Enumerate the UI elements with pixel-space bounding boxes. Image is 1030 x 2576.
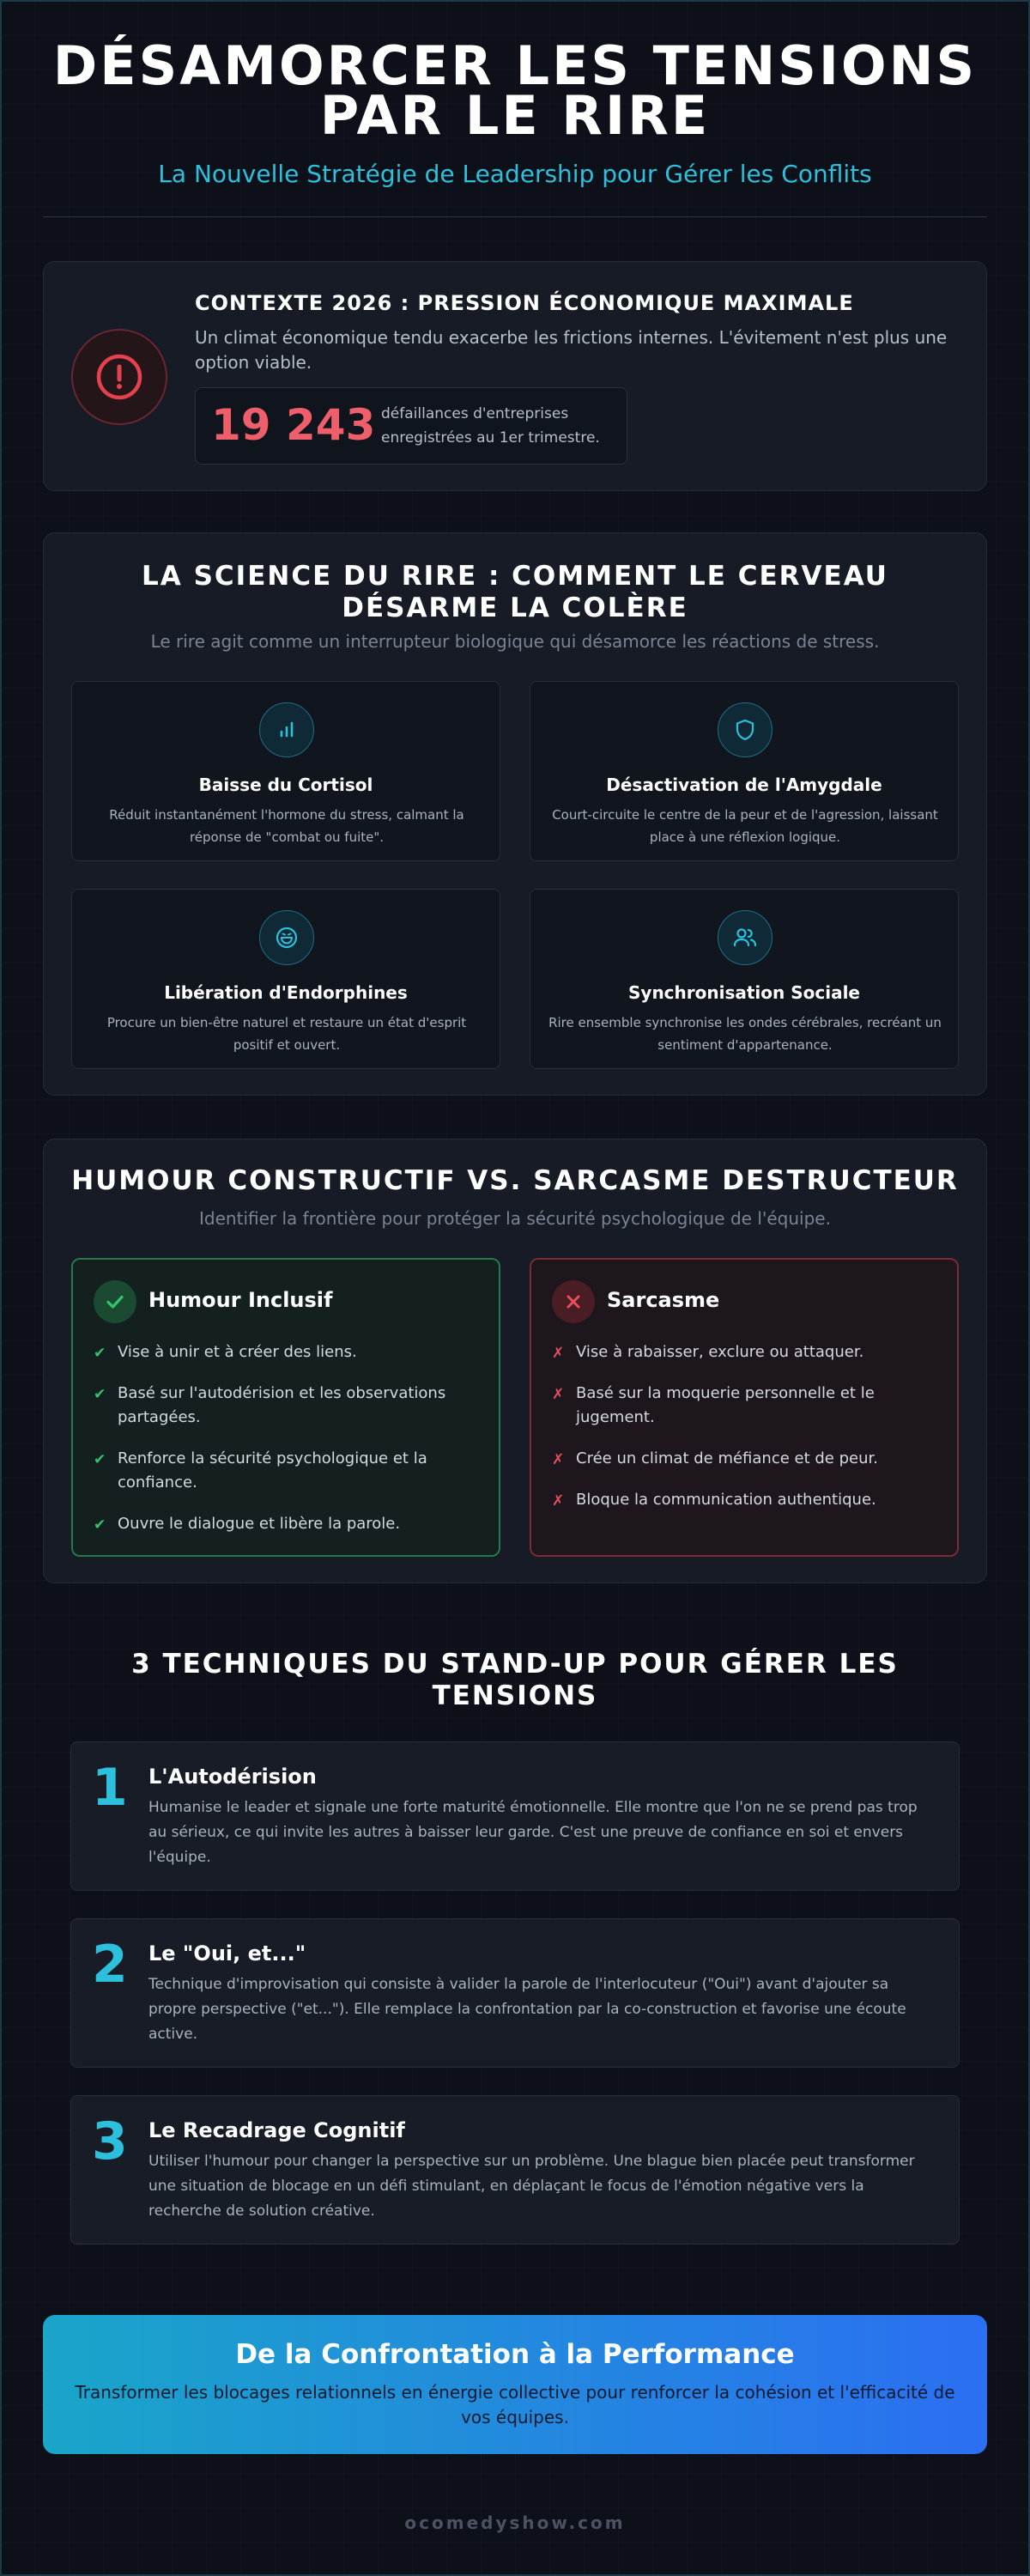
science-item-text: Procure un bien-être naturel et restaure un état d'esprit positif et ouvert.	[106, 1015, 467, 1053]
technique-title: Le "Oui, et..."	[148, 1941, 306, 1965]
cta-text: Transformer les blocages relationnels en énergie collective pour renforcer la cohésion et l'efficacité de vos équipes.	[75, 2382, 955, 2427]
science-item-endorphines	[71, 889, 500, 1069]
technique-text: Utiliser l'humour pour changer la perspective sur un problème. Une blague bien placée peut transformer une situation de blocage en un défi stimulant, en déplaçant le focus de l'émotion négative vers la recherche de solution créative.	[148, 2153, 915, 2220]
sarcasme-list	[552, 1340, 943, 1529]
stat-label: défaillances d'entreprises enregistrées au 1er trimestre.	[381, 405, 600, 447]
list-item: ✗ Basé sur la moquerie personnelle et le jugement.	[552, 1384, 875, 1426]
bar-chart-icon	[259, 702, 314, 757]
list-item: ✗ Bloque la communication authentique.	[552, 1488, 943, 1512]
comparison-title: HUMOUR CONSTRUCTIF VS. SARCASME DESTRUCTEUR	[71, 1165, 959, 1196]
comparison-card	[43, 1139, 987, 1583]
science-item-text: Réduit instantanément l'hormone du stress, calmant la réponse de "combat ou fuite".	[109, 807, 464, 845]
science-item-synchronisation	[530, 889, 959, 1069]
sarcasme-panel	[530, 1258, 959, 1557]
technique-number: 2	[92, 1935, 128, 1995]
list-item: ✗ Crée un climat de méfiance et de peur.	[552, 1447, 943, 1471]
alert-circle-icon	[71, 329, 167, 425]
science-title: LA SCIENCE DU RIRE : COMMENT LE CERVEAU DÉSARME LA COLÈRE	[142, 561, 888, 623]
context-title: CONTEXTE 2026 : PRESSION ÉCONOMIQUE MAXIMALE	[195, 291, 854, 315]
page-title-line-1: DÉSAMORCER LES TENSIONS	[52, 34, 978, 97]
technique-card-2	[70, 1918, 960, 2068]
close-icon	[552, 1280, 595, 1323]
technique-card-3	[70, 2095, 960, 2245]
humour-inclusif-list	[94, 1340, 485, 1553]
science-card	[43, 532, 987, 1096]
technique-title: Le Recadrage Cognitif	[148, 2118, 405, 2142]
list-item: ✔ Basé sur l'autodérision et les observations partagées.	[94, 1384, 446, 1426]
science-item-title: Désactivation de l'Amygdale	[606, 775, 882, 795]
check-mark-icon: ✔	[94, 1516, 106, 1534]
list-item: ✗ Vise à rabaisser, exclure ou attaquer.	[552, 1340, 943, 1364]
techniques-title: 3 TECHNIQUES DU STAND-UP POUR GÉRER LES TENSIONS	[131, 1649, 899, 1711]
header-divider	[43, 216, 987, 217]
cross-mark-icon: ✗	[552, 1492, 565, 1510]
users-icon	[718, 910, 772, 965]
science-item-amygdale	[530, 681, 959, 861]
cta-banner	[43, 2315, 987, 2454]
science-item-title: Baisse du Cortisol	[198, 775, 373, 795]
science-item-cortisol	[71, 681, 500, 861]
cta-title: De la Confrontation à la Performance	[235, 2339, 795, 2370]
humour-inclusif-title: Humour Inclusif	[148, 1288, 333, 1312]
cross-mark-icon: ✗	[552, 1451, 565, 1468]
list-item: ✔ Vise à unir et à créer des liens.	[94, 1340, 485, 1364]
technique-number: 1	[92, 1758, 128, 1818]
sarcasme-title: Sarcasme	[607, 1288, 720, 1312]
science-item-title: Synchronisation Sociale	[628, 982, 860, 1003]
cross-mark-icon: ✗	[552, 1386, 565, 1403]
footer-site-link[interactable]: ocomedyshow.com	[404, 2512, 626, 2533]
context-text: Un climat économique tendu exacerbe les frictions internes. L'évitement n'est plus une option viable.	[195, 327, 948, 373]
technique-text: Technique d'improvisation qui consiste à valider la parole de l'interlocuteur ("Oui") avant d'ajouter sa propre perspective ("et..."). Elle remplace la confrontation par la co-construction et favorise une écoute active.	[148, 1976, 906, 2043]
science-subtitle: Le rire agit comme un interrupteur biologique qui désamorce les réactions de stress.	[150, 631, 880, 652]
check-icon	[94, 1280, 136, 1323]
comparison-subtitle: Identifier la frontière pour protéger la sécurité psychologique de l'équipe.	[199, 1208, 831, 1229]
context-card	[43, 261, 987, 491]
page-title	[0, 34, 1030, 147]
page-subtitle: La Nouvelle Stratégie de Leadership pour Gérer les Conflits	[158, 160, 872, 188]
technique-card-1	[70, 1741, 960, 1891]
check-mark-icon: ✔	[94, 1451, 106, 1468]
list-item: ✔ Ouvre le dialogue et libère la parole.	[94, 1512, 485, 1536]
humour-inclusif-panel	[71, 1258, 500, 1557]
science-item-text: Rire ensemble synchronise les ondes cérébrales, recréant un sentiment d'appartenance.	[548, 1015, 942, 1053]
check-mark-icon: ✔	[94, 1386, 106, 1403]
check-mark-icon: ✔	[94, 1345, 106, 1362]
list-item: ✔ Renforce la sécurité psychologique et la confiance.	[94, 1449, 427, 1492]
stat-box	[195, 387, 627, 465]
science-item-title: Libération d'Endorphines	[164, 982, 408, 1003]
shield-icon	[718, 702, 772, 757]
page-title-line-2: PAR LE RIRE	[319, 84, 711, 147]
cross-mark-icon: ✗	[552, 1345, 565, 1362]
science-item-text: Court-circuite le centre de la peur et de l'agression, laissant place à une réflexion logique.	[552, 807, 938, 845]
laugh-face-icon	[259, 910, 314, 965]
technique-text: Humanise le leader et signale une forte maturité émotionnelle. Elle montre que l'on ne se prend pas trop au sérieux, ce qui invite les autres à baisser leur garde. C'est une preuve de confiance en soi et envers l'équipe.	[148, 1799, 918, 1866]
technique-number: 3	[92, 2111, 128, 2172]
stat-value: 19 243	[211, 400, 376, 450]
technique-title: L'Autodérision	[148, 1765, 317, 1789]
